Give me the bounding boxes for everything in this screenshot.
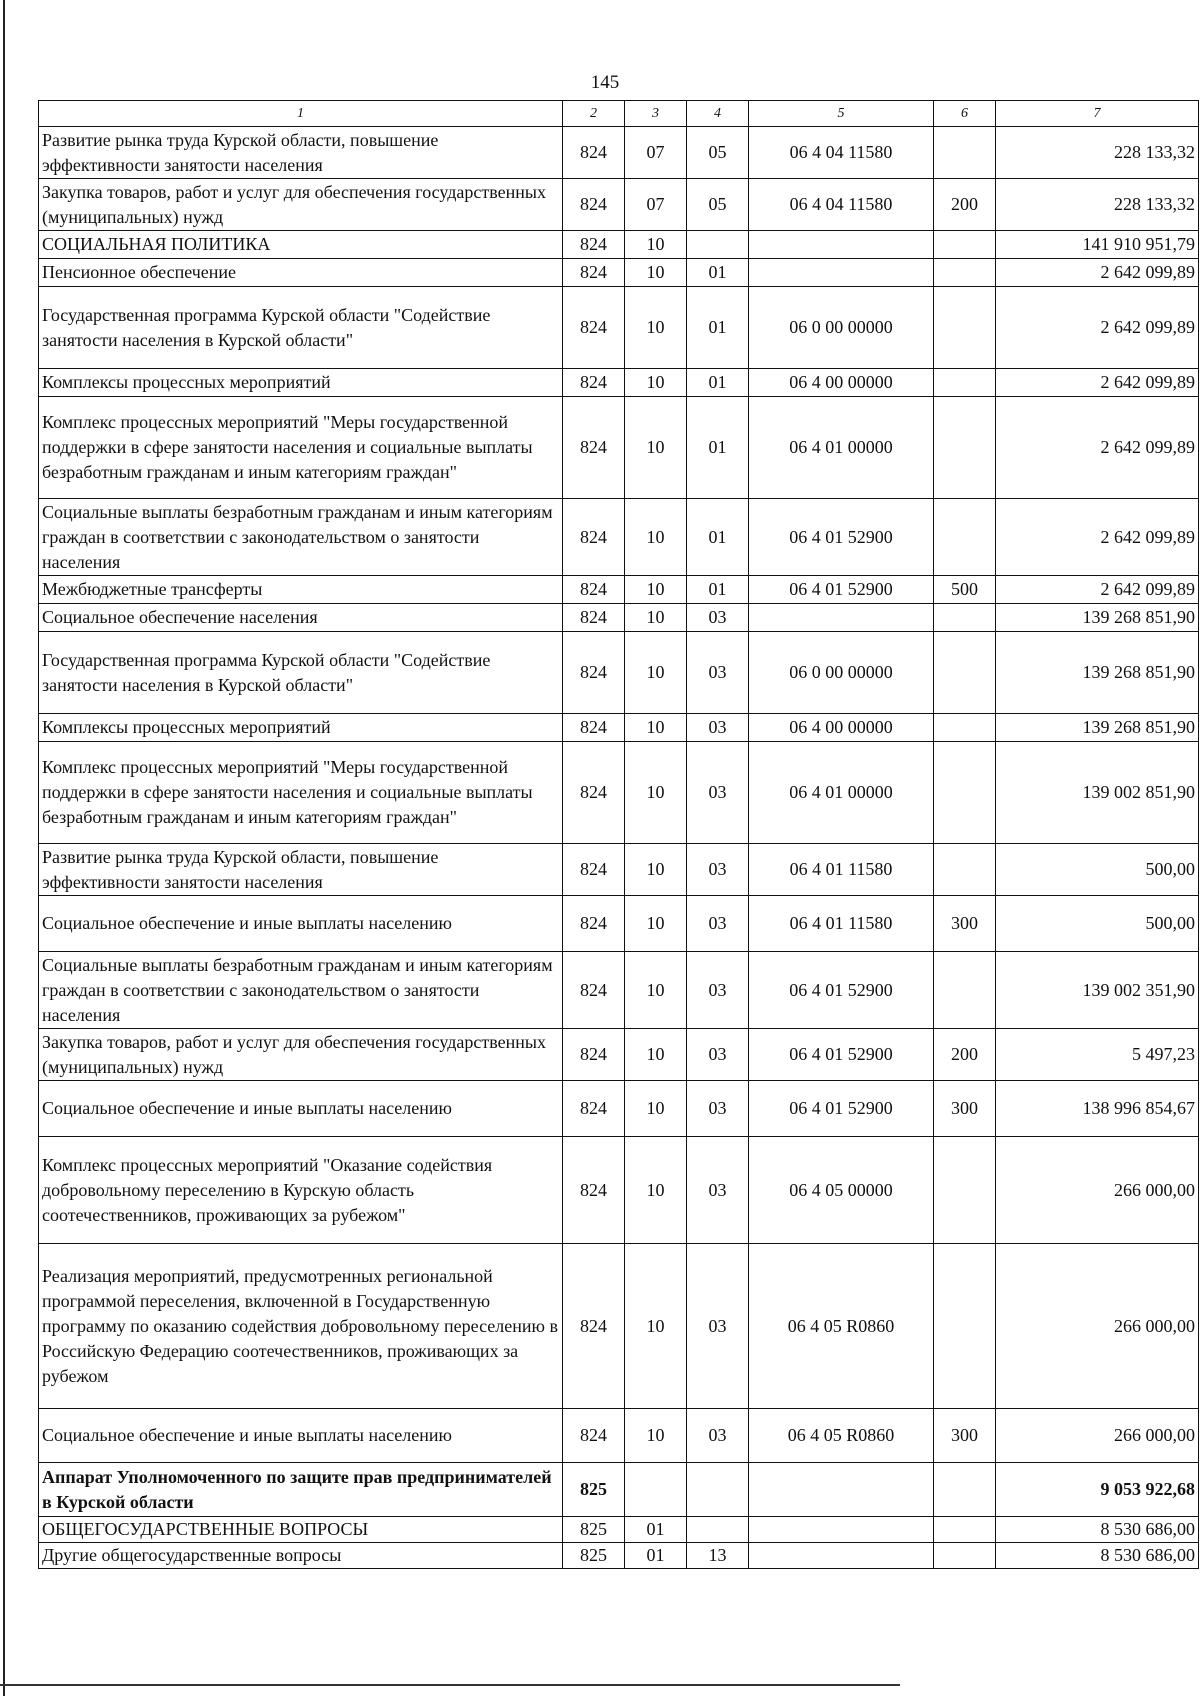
target-article-code: 06 4 01 52900 [749,1029,934,1081]
expense-type-code: 200 [934,1029,996,1081]
expense-type-code [934,1517,996,1543]
item-name: Социальное обеспечение и иные выплаты населению [39,896,563,952]
item-name: Закупка товаров, работ и услуг для обеспечения государственных (муниципальных) нужд [39,179,563,231]
admin-code: 824 [563,604,625,632]
subsection-code: 05 [687,179,749,231]
subsection-code: 03 [687,714,749,742]
table-row [39,1543,1199,1569]
item-name: Закупка товаров, работ и услуг для обеспечения государственных (муниципальных) нужд [39,1029,563,1081]
admin-code: 824 [563,896,625,952]
expense-type-code [934,1137,996,1244]
expense-type-code: 200 [934,179,996,231]
section-code: 07 [625,179,687,231]
header-cell: 2 [563,101,625,127]
section-code: 10 [625,1244,687,1409]
target-article-code: 06 4 05 R0860 [749,1409,934,1463]
table-row [39,632,1199,714]
item-name: Социальные выплаты безработным гражданам и иным категориям граждан в соответствии с законодательством о занятости населения [39,952,563,1029]
amount: 2 642 099,89 [996,369,1199,397]
target-article-code [749,1543,934,1569]
subsection-code: 03 [687,844,749,896]
target-article-code [749,259,934,287]
subsection-code: 03 [687,1029,749,1081]
subsection-code: 03 [687,952,749,1029]
expense-type-code: 300 [934,1081,996,1137]
amount: 228 133,32 [996,179,1199,231]
table-row [39,1137,1199,1244]
amount: 139 268 851,90 [996,632,1199,714]
subsection-code: 03 [687,742,749,844]
admin-code: 824 [563,127,625,179]
section-code: 10 [625,231,687,259]
amount: 266 000,00 [996,1244,1199,1409]
section-code: 10 [625,1137,687,1244]
table-row [39,1081,1199,1137]
target-article-code: 06 4 00 00000 [749,714,934,742]
table-row [39,499,1199,576]
subsection-code [687,1517,749,1543]
expense-type-code [934,499,996,576]
table-row [39,231,1199,259]
item-name: Социальное обеспечение населения [39,604,563,632]
table-row [39,1029,1199,1081]
item-name: Комплекс процессных мероприятий "Меры государственной поддержки в сфере занятости населения и социальные выплаты безработным гражданам и иным категориям граждан" [39,742,563,844]
subsection-code [687,1463,749,1517]
subsection-code: 01 [687,259,749,287]
amount: 139 002 351,90 [996,952,1199,1029]
expense-type-code: 300 [934,896,996,952]
amount: 139 268 851,90 [996,604,1199,632]
expense-type-code [934,397,996,499]
admin-code: 824 [563,397,625,499]
section-code: 10 [625,1409,687,1463]
section-code: 01 [625,1543,687,1569]
subsection-code: 01 [687,287,749,369]
target-article-code: 06 4 01 00000 [749,742,934,844]
expense-type-code [934,127,996,179]
table-row [39,952,1199,1029]
header-cell: 4 [687,101,749,127]
section-code: 10 [625,259,687,287]
amount: 8 530 686,00 [996,1543,1199,1569]
amount: 9 053 922,68 [996,1463,1199,1517]
target-article-code: 06 4 01 11580 [749,896,934,952]
amount: 139 268 851,90 [996,714,1199,742]
item-name: Межбюджетные трансферты [39,576,563,604]
target-article-code: 06 0 00 00000 [749,287,934,369]
section-code: 10 [625,369,687,397]
target-article-code: 06 4 04 11580 [749,179,934,231]
section-code: 10 [625,632,687,714]
subsection-code: 13 [687,1543,749,1569]
expense-type-code [934,1543,996,1569]
target-article-code: 06 4 01 52900 [749,952,934,1029]
admin-code: 825 [563,1543,625,1569]
admin-code: 824 [563,369,625,397]
subsection-code: 01 [687,499,749,576]
header-cell: 1 [39,101,563,127]
table-row [39,1409,1199,1463]
expense-type-code [934,604,996,632]
section-code: 01 [625,1517,687,1543]
target-article-code [749,231,934,259]
header-cell: 6 [934,101,996,127]
table-row [39,1463,1199,1517]
item-name: Государственная программа Курской области "Содействие занятости населения в Курской области" [39,287,563,369]
item-name: Развитие рынка труда Курской области, повышение эффективности занятости населения [39,127,563,179]
section-code: 10 [625,844,687,896]
subsection-code: 03 [687,1081,749,1137]
expense-type-code [934,287,996,369]
section-code [625,1463,687,1517]
target-article-code: 06 4 01 11580 [749,844,934,896]
item-name: Аппарат Уполномоченного по защите прав предпринимателей в Курской области [39,1463,563,1517]
item-name: Социальное обеспечение и иные выплаты населению [39,1409,563,1463]
item-name: Социальные выплаты безработным гражданам и иным категориям граждан в соответствии с законодательством о занятости населения [39,499,563,576]
target-article-code: 06 4 00 00000 [749,369,934,397]
admin-code: 824 [563,179,625,231]
target-article-code [749,604,934,632]
target-article-code: 06 4 01 52900 [749,1081,934,1137]
subsection-code: 03 [687,632,749,714]
admin-code: 824 [563,714,625,742]
section-code: 07 [625,127,687,179]
subsection-code: 03 [687,604,749,632]
table-row [39,369,1199,397]
item-name: ОБЩЕГОСУДАРСТВЕННЫЕ ВОПРОСЫ [39,1517,563,1543]
subsection-code: 01 [687,397,749,499]
item-name: Комплекс процессных мероприятий "Оказание содействия добровольному переселению в Курскую область соотечественников, проживающих за рубежом" [39,1137,563,1244]
subsection-code: 05 [687,127,749,179]
section-code: 10 [625,499,687,576]
section-code: 10 [625,742,687,844]
subsection-code: 01 [687,369,749,397]
item-name: Реализация мероприятий, предусмотренных региональной программой переселения, включенной в Государственную программу по оказанию содействия добровольному переселению в Российскую Федерацию соотечественников, проживающих за рубежом [39,1244,563,1409]
scan-border-bottom [0,1684,900,1686]
subsection-code: 03 [687,1244,749,1409]
amount: 266 000,00 [996,1137,1199,1244]
item-name: Комплекс процессных мероприятий "Меры государственной поддержки в сфере занятости населения и социальные выплаты безработным гражданам и иным категориям граждан" [39,397,563,499]
amount: 266 000,00 [996,1409,1199,1463]
target-article-code: 06 0 00 00000 [749,632,934,714]
expense-type-code [934,231,996,259]
admin-code: 824 [563,1137,625,1244]
item-name: Пенсионное обеспечение [39,259,563,287]
table-row [39,714,1199,742]
admin-code: 824 [563,844,625,896]
admin-code: 824 [563,1244,625,1409]
amount: 2 642 099,89 [996,499,1199,576]
amount: 138 996 854,67 [996,1081,1199,1137]
expense-type-code [934,1463,996,1517]
expense-type-code [934,742,996,844]
admin-code: 824 [563,231,625,259]
amount: 2 642 099,89 [996,287,1199,369]
table-row [39,259,1199,287]
expense-type-code: 300 [934,1409,996,1463]
section-code: 10 [625,287,687,369]
expense-type-code [934,369,996,397]
target-article-code: 06 4 01 52900 [749,576,934,604]
table-row [39,896,1199,952]
admin-code: 825 [563,1463,625,1517]
target-article-code: 06 4 01 00000 [749,397,934,499]
section-code: 10 [625,1029,687,1081]
admin-code: 825 [563,1517,625,1543]
amount: 228 133,32 [996,127,1199,179]
page-number: 145 [590,72,620,93]
section-code: 10 [625,576,687,604]
subsection-code: 03 [687,1137,749,1244]
section-code: 10 [625,1081,687,1137]
table-row [39,179,1199,231]
amount: 500,00 [996,844,1199,896]
table-row [39,397,1199,499]
expense-type-code [934,844,996,896]
item-name: СОЦИАЛЬНАЯ ПОЛИТИКА [39,231,563,259]
subsection-code: 03 [687,896,749,952]
admin-code: 824 [563,576,625,604]
amount: 141 910 951,79 [996,231,1199,259]
amount: 500,00 [996,896,1199,952]
admin-code: 824 [563,1081,625,1137]
admin-code: 824 [563,1409,625,1463]
admin-code: 824 [563,499,625,576]
subsection-code: 03 [687,1409,749,1463]
section-code: 10 [625,604,687,632]
item-name: Государственная программа Курской области "Содействие занятости населения в Курской области" [39,632,563,714]
section-code: 10 [625,397,687,499]
table-row [39,604,1199,632]
amount: 2 642 099,89 [996,397,1199,499]
table-row [39,287,1199,369]
expense-type-code [934,1244,996,1409]
header-cell: 7 [996,101,1199,127]
target-article-code [749,1463,934,1517]
amount: 2 642 099,89 [996,259,1199,287]
target-article-code [749,1517,934,1543]
expense-type-code [934,259,996,287]
budget-table [38,100,1199,1569]
admin-code: 824 [563,287,625,369]
item-name: Социальное обеспечение и иные выплаты населению [39,1081,563,1137]
item-name: Развитие рынка труда Курской области, повышение эффективности занятости населения [39,844,563,896]
target-article-code: 06 4 05 00000 [749,1137,934,1244]
section-code: 10 [625,714,687,742]
admin-code: 824 [563,1029,625,1081]
admin-code: 824 [563,742,625,844]
expense-type-code [934,714,996,742]
section-code: 10 [625,952,687,1029]
item-name: Другие общегосударственные вопросы [39,1543,563,1569]
admin-code: 824 [563,632,625,714]
scan-border-left [3,0,5,1696]
subsection-code [687,231,749,259]
table-row [39,576,1199,604]
amount: 2 642 099,89 [996,576,1199,604]
table-row [39,844,1199,896]
item-name: Комплексы процессных мероприятий [39,714,563,742]
table-row [39,1517,1199,1543]
amount: 139 002 851,90 [996,742,1199,844]
header-cell: 5 [749,101,934,127]
table-row [39,742,1199,844]
header-row [39,101,1199,127]
admin-code: 824 [563,952,625,1029]
target-article-code: 06 4 01 52900 [749,499,934,576]
admin-code: 824 [563,259,625,287]
target-article-code: 06 4 04 11580 [749,127,934,179]
item-name: Комплексы процессных мероприятий [39,369,563,397]
amount: 8 530 686,00 [996,1517,1199,1543]
expense-type-code [934,632,996,714]
amount: 5 497,23 [996,1029,1199,1081]
table-row [39,1244,1199,1409]
section-code: 10 [625,896,687,952]
subsection-code: 01 [687,576,749,604]
table-row [39,127,1199,179]
target-article-code: 06 4 05 R0860 [749,1244,934,1409]
expense-type-code [934,952,996,1029]
expense-type-code: 500 [934,576,996,604]
header-cell: 3 [625,101,687,127]
